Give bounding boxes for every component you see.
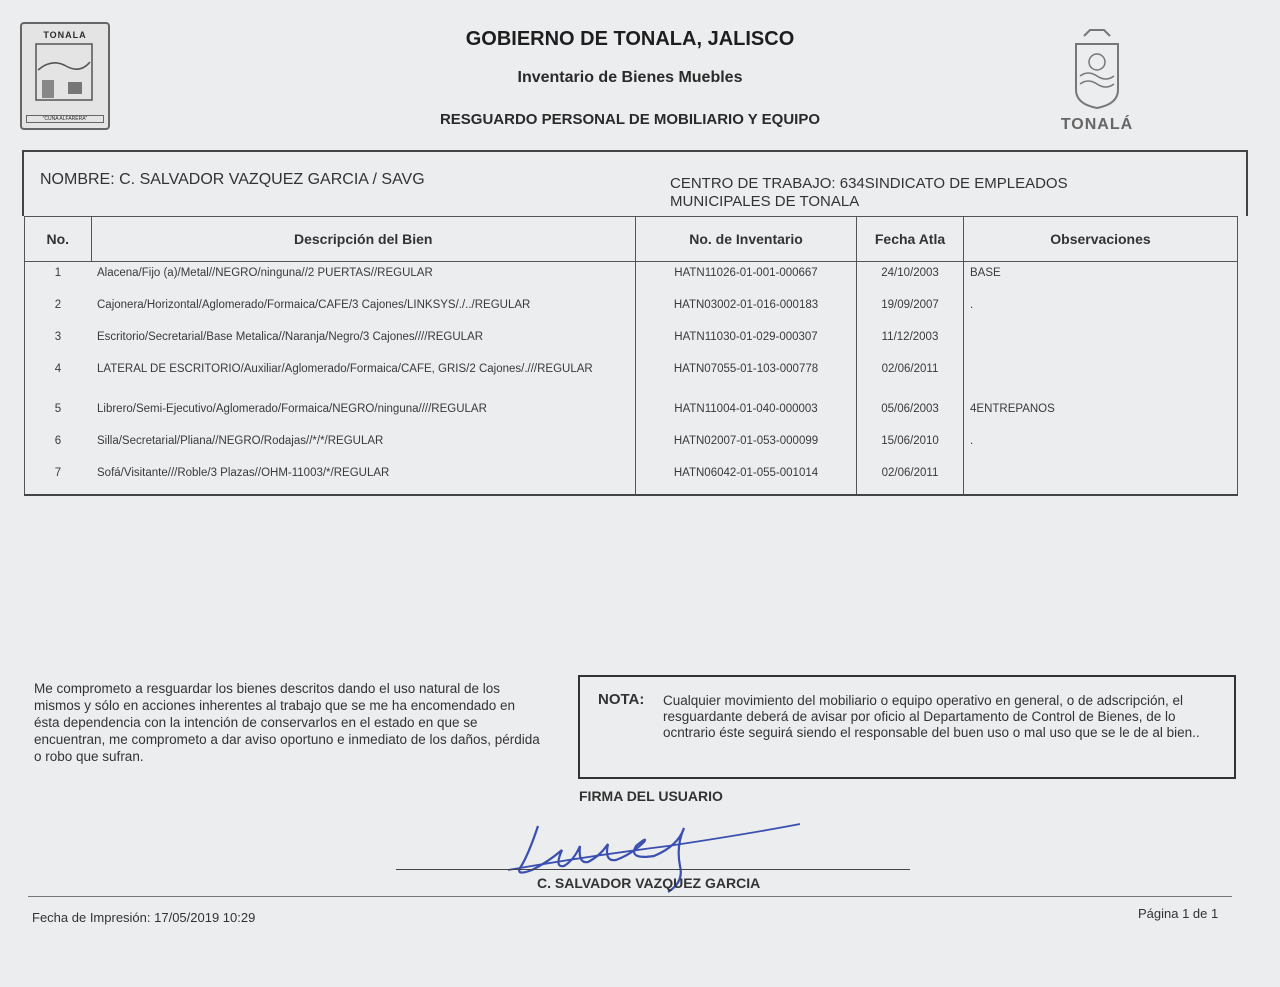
cell-no: 4 bbox=[54, 363, 62, 375]
table-row bbox=[25, 262, 1238, 295]
logo-left-motto: "CUNA ALFARERA" bbox=[26, 115, 104, 123]
cell-fecha: 02/06/2011 bbox=[857, 462, 964, 495]
cell-descripcion: Alacena/Fijo (a)/Metal//NEGRO/ninguna//2 PUERTAS//REGULAR bbox=[91, 262, 636, 295]
cell-no: 2 bbox=[54, 299, 62, 311]
cell-observaciones: . bbox=[970, 299, 974, 311]
cell-no: 6 bbox=[54, 435, 62, 447]
cell-fecha: 15/06/2010 bbox=[857, 430, 964, 462]
cell-fecha: 02/06/2011 bbox=[857, 358, 964, 398]
cell-no: 3 bbox=[54, 331, 62, 343]
cell-descripcion: Librero/Semi-Ejecutivo/Aglomerado/Formaica/NEGRO/ninguna////REGULAR bbox=[91, 398, 636, 430]
document-type: RESGUARDO PERSONAL DE MOBILIARIO Y EQUIPO bbox=[439, 111, 821, 128]
signer-name: C. SALVADOR VAZQUEZ GARCIA bbox=[537, 875, 761, 891]
cell-inventario: HATN11004-01-040-000003 bbox=[636, 398, 857, 430]
table-row bbox=[25, 462, 1238, 495]
cell-descripcion: Sofá/Visitante///Roble/3 Plazas//OHM-11003/*/REGULAR bbox=[91, 462, 636, 495]
inventory-table bbox=[24, 216, 1238, 496]
document-title: GOBIERNO DE TONALA, JALISCO bbox=[465, 28, 795, 50]
cell-observaciones: 4ENTREPANOS bbox=[970, 403, 1055, 415]
cell-fecha: 05/06/2003 bbox=[857, 398, 964, 430]
cell-observaciones bbox=[964, 358, 1238, 398]
logo-right-wordmark: TONALÁ bbox=[1060, 116, 1134, 133]
nota-text: Cualquier movimiento del mobiliario o equipo operativo en general, o de adscripción, el resguardante deberá de avisar por oficio al Departamento de Control de Bienes, de lo ocntrario éste seguirá siendo el responsable del buen uso o mal uso que se le de al bien.. bbox=[663, 693, 1200, 740]
table-row bbox=[25, 294, 1238, 326]
work-center: CENTRO DE TRABAJO: 634SINDICATO DE EMPLEADOS MUNICIPALES DE TONALA bbox=[670, 175, 1068, 210]
header-descripcion: Descripción del Bien bbox=[91, 217, 636, 262]
header-no: No. bbox=[25, 217, 92, 262]
logo-left-title: TONALA bbox=[43, 30, 87, 40]
print-date: Fecha de Impresión: 17/05/2019 10:29 bbox=[32, 910, 256, 925]
cell-observaciones: . bbox=[970, 435, 974, 447]
cell-no: 5 bbox=[54, 403, 62, 415]
employee-name: NOMBRE: C. SALVADOR VAZQUEZ GARCIA / SAVG bbox=[40, 171, 425, 188]
cell-no: 1 bbox=[54, 267, 62, 279]
page-number: Página 1 de 1 bbox=[1138, 906, 1219, 921]
cell-no: 7 bbox=[54, 467, 62, 479]
table-row bbox=[25, 326, 1238, 358]
table-header-row bbox=[25, 217, 1238, 262]
table-row bbox=[25, 358, 1238, 398]
header-inventario: No. de Inventario bbox=[636, 217, 857, 262]
cell-inventario: HATN02007-01-053-000099 bbox=[636, 430, 857, 462]
cell-descripcion: Escritorio/Secretarial/Base Metalica//Naranja/Negro/3 Cajones////REGULAR bbox=[91, 326, 636, 358]
table-row bbox=[25, 430, 1238, 462]
cell-fecha: 24/10/2003 bbox=[857, 262, 964, 295]
table-row bbox=[25, 398, 1238, 430]
cell-inventario: HATN11026-01-001-000667 bbox=[636, 262, 857, 295]
cell-fecha: 11/12/2003 bbox=[857, 326, 964, 358]
cell-inventario: HATN03002-01-016-000183 bbox=[636, 294, 857, 326]
cell-inventario: HATN11030-01-029-000307 bbox=[636, 326, 857, 358]
document-subtitle: Inventario de Bienes Muebles bbox=[517, 69, 743, 86]
cell-descripcion: LATERAL DE ESCRITORIO/Auxiliar/Aglomerado/Formaica/CAFE, GRIS/2 Cajones/.///REGULAR bbox=[91, 358, 636, 398]
commitment-statement: Me comprometo a resguardar los bienes descritos dando el uso natural de los mismos y sólo en acciones inherentes al trabajo que se me ha encomendado en ésta dependencia con la intención de conservarlos en el estado en que se encuentran, me comprometo a dar aviso oportuno e inmediato de los daños, pérdida o robo que sufran. bbox=[34, 681, 540, 764]
signature-line bbox=[396, 869, 910, 870]
nota-label: NOTA: bbox=[598, 691, 645, 708]
cell-observaciones: BASE bbox=[970, 267, 1001, 279]
cell-observaciones bbox=[964, 462, 1238, 495]
header-fecha: Fecha Atla bbox=[857, 217, 964, 262]
footer-divider bbox=[28, 896, 1232, 897]
cell-inventario: HATN06042-01-055-001014 bbox=[636, 462, 857, 495]
cell-fecha: 19/09/2007 bbox=[857, 294, 964, 326]
header-observaciones: Observaciones bbox=[964, 217, 1238, 262]
signature-label: FIRMA DEL USUARIO bbox=[579, 788, 723, 804]
cell-descripcion: Silla/Secretarial/Pliana//NEGRO/Rodajas//*/*/REGULAR bbox=[91, 430, 636, 462]
cell-observaciones bbox=[964, 326, 1238, 358]
cell-inventario: HATN07055-01-103-000778 bbox=[636, 358, 857, 398]
cell-descripcion: Cajonera/Horizontal/Aglomerado/Formaica/CAFE/3 Cajones/LINKSYS/./../REGULAR bbox=[91, 294, 636, 326]
